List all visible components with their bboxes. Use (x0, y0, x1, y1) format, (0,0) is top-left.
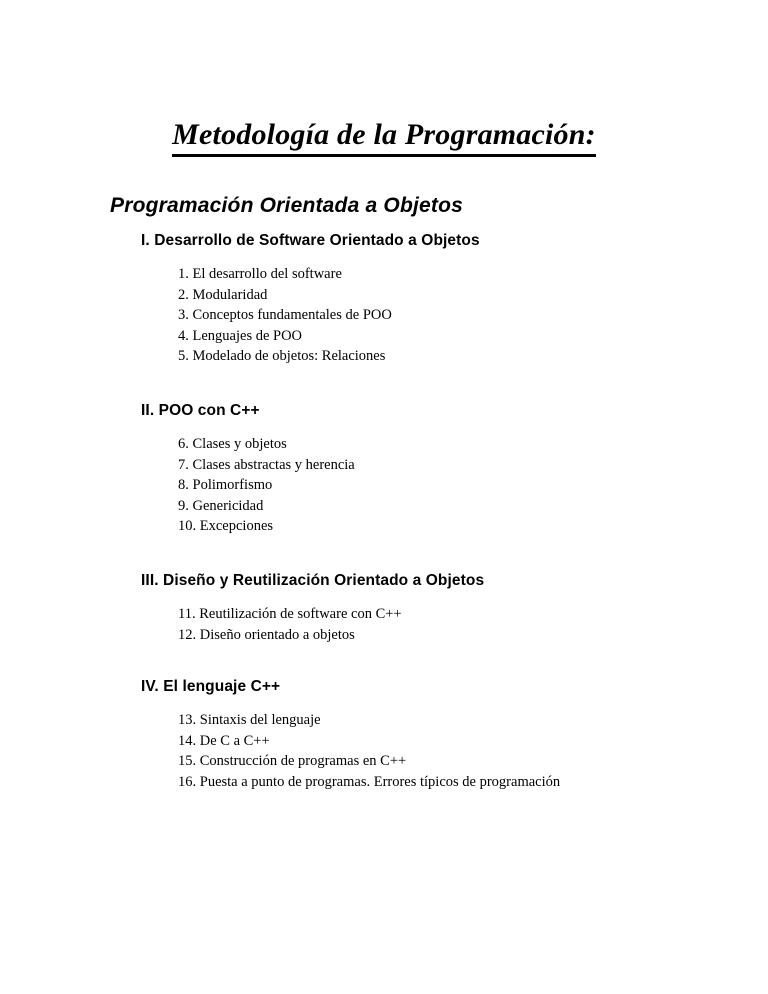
section-1 (141, 231, 741, 367)
list-item: 2. Modularidad (178, 286, 268, 303)
list-item: 15. Construcción de programas en C++ (178, 753, 407, 769)
page-subtitle: Programación Orientada a Objetos (110, 194, 463, 218)
list-item: 12. Diseño orientado a objetos (178, 626, 355, 643)
list-item: 14. De C a C++ (178, 732, 270, 749)
section-chapter-list (178, 264, 741, 367)
list-item: 10. Excepciones (178, 518, 274, 534)
list-item: 6. Clases y objetos (178, 436, 287, 452)
section-heading: II. POO con C++ (141, 402, 260, 419)
list-item: 3. Conceptos fundamentales de POO (178, 307, 392, 323)
section-chapter-list (178, 434, 741, 537)
page-title-text: Metodología de la Programación: (172, 118, 596, 157)
section-chapter-list (178, 604, 741, 645)
list-item: 11. Reutilización de software con C++ (178, 606, 402, 622)
list-item: 9. Genericidad (178, 497, 264, 514)
section-heading: I. Desarrollo de Software Orientado a Objetos (141, 232, 480, 249)
list-item: 1. El desarrollo del software (178, 266, 342, 282)
page-title (0, 118, 768, 157)
section-2 (141, 401, 741, 537)
list-item: 4. Lenguajes de POO (178, 327, 303, 344)
section-3 (141, 571, 741, 645)
list-item: 5. Modelado de objetos: Relaciones (178, 348, 386, 364)
section-4 (141, 677, 741, 792)
section-heading: III. Diseño y Reutilización Orientado a Objetos (141, 572, 485, 589)
list-item: 16. Puesta a punto de programas. Errores típicos de programación (178, 773, 561, 790)
list-item: 8. Polimorfismo (178, 477, 273, 493)
list-item: 13. Sintaxis del lenguaje (178, 712, 321, 728)
list-item: 7. Clases abstractas y herencia (178, 456, 355, 473)
section-chapter-list (178, 710, 741, 792)
section-heading: IV. El lenguaje C++ (141, 678, 281, 695)
